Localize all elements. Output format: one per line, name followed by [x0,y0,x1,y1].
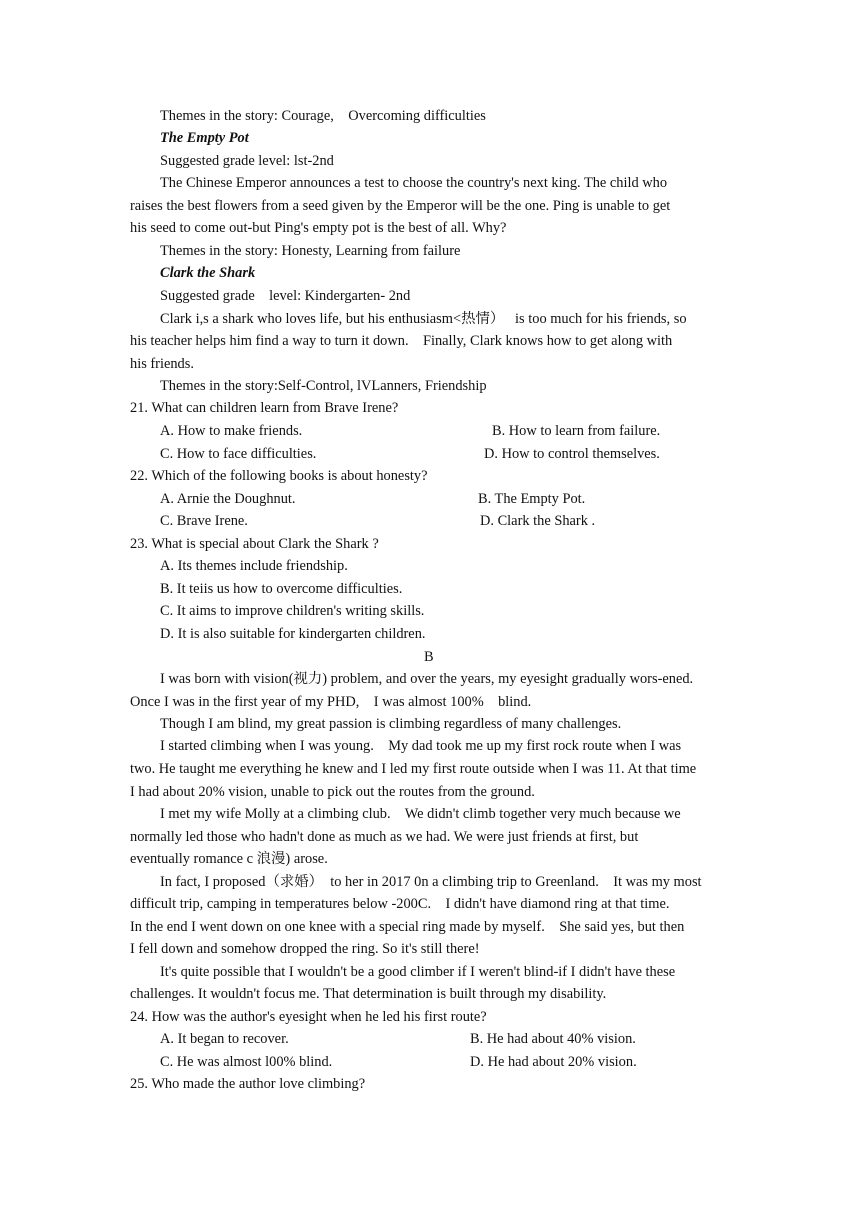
option-23-b: B. It teiis us how to overcome difficulties. [160,581,403,597]
paragraph-line: I started climbing when I was young. My dad took me up my first rock route when I was [160,738,682,754]
option-23-c: C. It aims to improve children's writing skills. [160,603,425,619]
option-22-b: B. The Empty Pot. [478,491,586,507]
question-22: 22. Which of the following books is about honesty? [130,468,428,484]
paragraph-line: It's quite possible that I wouldn't be a good climber if I weren't blind-if I didn't have these [160,964,676,980]
book-title-clark-the-shark: Clark the Shark [160,265,256,281]
section-heading-b: B [424,649,434,665]
option-21-d: D. How to control themselves. [484,446,660,462]
option-21-b: B. How to learn from failure. [492,423,661,439]
option-22-c: C. Brave Irene. [160,513,248,529]
question-23: 23. What is special about Clark the Shark ? [130,536,379,552]
themes-clark-the-shark: Themes in the story:Self-Control, lVLanners, Friendship [160,378,487,394]
paragraph-line: his teacher helps him find a way to turn it down. Finally, Clark knows how to get along with [130,333,673,349]
option-21-c: C. How to face difficulties. [160,446,317,462]
option-23-d: D. It is also suitable for kindergarten children. [160,626,426,642]
question-25: 25. Who made the author love climbing? [130,1076,366,1092]
option-23-a: A. Its themes include friendship. [160,558,348,574]
paragraph-line: challenges. It wouldn't focus me. That determination is built through my disability. [130,986,607,1002]
paragraph-line: I was born with vision(视力) problem, and over the years, my eyesight gradually wors-ened. [160,671,694,687]
grade-level-clark-the-shark: Suggested grade level: Kindergarten- 2nd [160,288,411,304]
paragraph-line: The Chinese Emperor announces a test to choose the country's next king. The child who [160,175,668,191]
option-22-d: D. Clark the Shark . [480,513,596,529]
paragraph-line: I fell down and somehow dropped the ring. So it's still there! [130,941,480,957]
option-22-a: A. Arnie the Doughnut. [160,491,296,507]
paragraph-line: Clark i,s a shark who loves life, but his enthusiasm<热情） is too much for his friends, so [160,311,687,327]
paragraph-line: I met my wife Molly at a climbing club. We didn't climb together very much because we [160,806,681,822]
paragraph-line: Though I am blind, my great passion is climbing regardless of many challenges. [160,716,622,732]
paragraph-line: Once I was in the first year of my PHD, I was almost 100% blind. [130,694,532,710]
option-21-a: A. How to make friends. [160,423,303,439]
question-21: 21. What can children learn from Brave Irene? [130,400,399,416]
option-24-c: C. He was almost l00% blind. [160,1054,333,1070]
book-title-empty-pot: The Empty Pot [160,130,249,146]
grade-level-empty-pot: Suggested grade level: lst-2nd [160,153,334,169]
paragraph-line: his friends. [130,356,194,372]
paragraph-line: his seed to come out-but Ping's empty pot is the best of all. Why? [130,220,507,236]
paragraph-line: In fact, I proposed（求婚） to her in 2017 0n a climbing trip to Greenland. It was my most [160,874,702,890]
paragraph-line: difficult trip, camping in temperatures below -200C. I didn't have diamond ring at that time. [130,896,670,912]
themes-brave-irene: Themes in the story: Courage, Overcoming difficulties [160,108,486,124]
paragraph-line: I had about 20% vision, unable to pick out the routes from the ground. [130,784,535,800]
paragraph-line: In the end I went down on one knee with a special ring made by myself. She said yes, but then [130,919,685,935]
question-24: 24. How was the author's eyesight when he led his first route? [130,1009,487,1025]
option-24-a: A. It began to recover. [160,1031,289,1047]
paragraph-line: two. He taught me everything he knew and I led my first route outside when I was 11. At that time [130,761,697,777]
paragraph-line: eventually romance c 浪漫) arose. [130,851,328,867]
themes-empty-pot: Themes in the story: Honesty, Learning from failure [160,243,461,259]
option-24-d: D. He had about 20% vision. [470,1054,637,1070]
paragraph-line: normally led those who hadn't done as much as we had. We were just friends at first, but [130,829,639,845]
option-24-b: B. He had about 40% vision. [470,1031,636,1047]
paragraph-line: raises the best flowers from a seed given by the Emperor will be the one. Ping is unable to get [130,198,671,214]
